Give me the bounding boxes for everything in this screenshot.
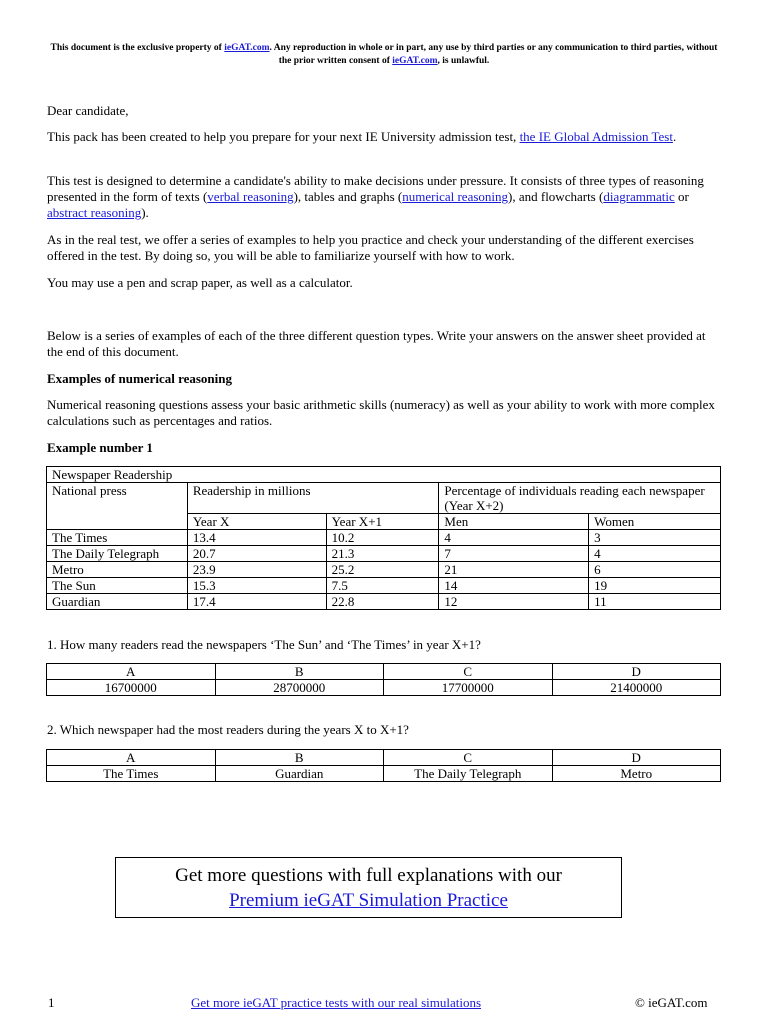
row-men: 14 (439, 578, 589, 594)
row-year-x1: 10.2 (326, 530, 439, 546)
table-row (47, 594, 721, 610)
intro-paragraph-5: Below is a series of examples of each of the three different question types. Write your answers on the answer sheet provided at the end of this document. (47, 328, 706, 359)
option-value: Guardian (215, 766, 384, 782)
notice-link-iegat-2[interactable]: ieGAT.com (392, 56, 438, 66)
intro-p2-c: ), and flowcharts ( (508, 189, 604, 204)
table-title-row (47, 467, 721, 483)
options-value-row (47, 766, 721, 782)
intro-p1-end: . (672, 129, 677, 144)
header-national-press: National press (47, 483, 188, 530)
options-letter-row (47, 664, 721, 680)
readership-table (46, 466, 721, 610)
option-value: 21400000 (552, 680, 721, 696)
row-name: Metro (47, 562, 188, 578)
row-year-x: 17.4 (187, 594, 326, 610)
intro-p2-b: ), tables and graphs ( (293, 189, 403, 204)
options-value-row (47, 680, 721, 696)
table-row (47, 578, 721, 594)
row-year-x1: 22.8 (326, 594, 439, 610)
header-readership: Readership in millions (187, 483, 439, 514)
notice-text-2: . Any reproduction in whole or in part, any use by third parties or any communication to third parties, without the prior written consent of (269, 43, 718, 66)
row-men: 21 (439, 562, 589, 578)
options-letter-row (47, 750, 721, 766)
notice-text-1: This document is the exclusive property of (50, 43, 225, 53)
intro-paragraph-1 (47, 129, 723, 145)
section-description: Numerical reasoning questions assess your basic arithmetic skills (numeracy) as well as your ability to work with more complex calculations such as percentages and ratios. (47, 397, 715, 428)
greeting: Dear candidate, (47, 103, 129, 118)
notice-text-3: , is unlawful. (437, 56, 490, 66)
row-year-x1: 21.3 (326, 546, 439, 562)
row-name: The Daily Telegraph (47, 546, 188, 562)
diagrammatic-link[interactable]: diagrammatic (603, 189, 675, 204)
section-heading: Examples of numerical reasoning (47, 371, 233, 386)
intro-paragraph-2 (47, 173, 723, 221)
option-letter: C (384, 750, 553, 766)
option-letter: C (384, 664, 553, 680)
option-value: The Times (47, 766, 216, 782)
option-value: 17700000 (384, 680, 553, 696)
notice-link-iegat-1[interactable]: ieGAT.com (224, 43, 270, 53)
row-year-x1: 25.2 (326, 562, 439, 578)
option-value: Metro (552, 766, 721, 782)
row-men: 12 (439, 594, 589, 610)
row-name: The Sun (47, 578, 188, 594)
question-1-options (46, 663, 721, 696)
header-percentage: Percentage of individuals reading each newspaper (Year X+2) (439, 483, 721, 514)
premium-simulation-link[interactable]: Premium ieGAT Simulation Practice (229, 890, 508, 911)
row-name: Guardian (47, 594, 188, 610)
row-year-x: 15.3 (187, 578, 326, 594)
option-value: 16700000 (47, 680, 216, 696)
intro-p2-e: ). (141, 205, 149, 220)
option-letter: B (215, 664, 384, 680)
row-women: 6 (589, 562, 721, 578)
numerical-reasoning-link[interactable]: numerical reasoning (402, 189, 509, 204)
page-number: 1 (48, 995, 55, 1010)
question-1-text: 1. How many readers read the newspapers ‘The Sun’ and ‘The Times’ in year X+1? (47, 637, 481, 652)
intro-paragraph-4: You may use a pen and scrap paper, as well as a calculator. (47, 275, 353, 290)
option-letter: A (47, 664, 216, 680)
row-year-x: 20.7 (187, 546, 326, 562)
intro-p2-a: This test is designed to determine a candidate's ability to make decisions under pressure. It consists of three types of reasoning presented in the form of texts ( (47, 173, 704, 204)
subheader-year-x: Year X (187, 514, 326, 530)
footer-copyright: © ieGAT.com (635, 995, 708, 1010)
option-value: The Daily Telegraph (384, 766, 553, 782)
option-value: 28700000 (215, 680, 384, 696)
row-year-x: 23.9 (187, 562, 326, 578)
intro-paragraph-3: As in the real test, we offer a series of examples to help you practice and check your understanding of the different exercises offered in the test. By doing so, you will be able to familiarize yourself with how to work. (47, 232, 694, 263)
abstract-reasoning-link[interactable]: abstract reasoning (47, 205, 142, 220)
subheader-year-x1: Year X+1 (326, 514, 439, 530)
question-2-options (46, 749, 721, 782)
option-letter: D (552, 664, 721, 680)
row-women: 3 (589, 530, 721, 546)
row-year-x1: 7.5 (326, 578, 439, 594)
intro-p1-text: This pack has been created to help you prepare for your next IE University admission test, (47, 129, 520, 144)
table-header-row (47, 483, 721, 514)
option-letter: A (47, 750, 216, 766)
table-row (47, 530, 721, 546)
row-men: 7 (439, 546, 589, 562)
row-men: 4 (439, 530, 589, 546)
copyright-notice (46, 42, 722, 68)
question-2-text: 2. Which newspaper had the most readers during the years X to X+1? (47, 722, 409, 737)
row-name: The Times (47, 530, 188, 546)
subheader-men: Men (439, 514, 589, 530)
row-women: 11 (589, 594, 721, 610)
option-letter: B (215, 750, 384, 766)
example-title: Example number 1 (47, 440, 153, 455)
ie-global-admission-test-link[interactable]: the IE Global Admission Test (519, 129, 673, 144)
row-women: 4 (589, 546, 721, 562)
table-title: Newspaper Readership (47, 467, 721, 483)
intro-p2-d: or (674, 189, 689, 204)
row-year-x: 13.4 (187, 530, 326, 546)
promo-line: Get more questions with full explanations with our (175, 865, 562, 886)
premium-promo-box (115, 857, 622, 918)
footer-simulations-link[interactable]: Get more ieGAT practice tests with our real simulations (191, 995, 482, 1010)
verbal-reasoning-link[interactable]: verbal reasoning (207, 189, 294, 204)
table-row (47, 546, 721, 562)
subheader-women: Women (589, 514, 721, 530)
table-row (47, 562, 721, 578)
option-letter: D (552, 750, 721, 766)
row-women: 19 (589, 578, 721, 594)
